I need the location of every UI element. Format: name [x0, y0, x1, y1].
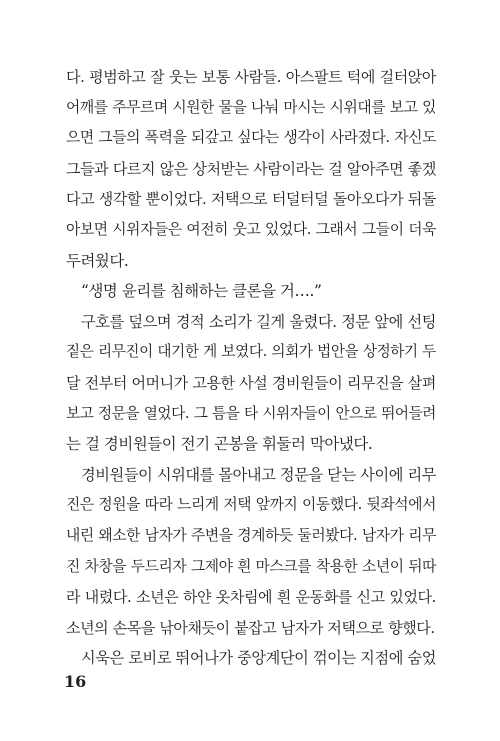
text-line: 소년의 손목을 낚아채듯이 붙잡고 남자가 저택으로 향했다. [66, 618, 435, 637]
text-line: 달 전부터 어머니가 고용한 사설 경비원들이 리무진을 살펴 [66, 373, 436, 392]
text-line: 두려웠다. [66, 251, 129, 270]
text-line: 아보면 시위자들은 여전히 웃고 있었다. 그래서 그들이 더욱 [66, 220, 436, 238]
text-line: 그들과 다르지 않은 상처받는 사람이라는 걸 알아주면 좋겠 [66, 159, 436, 178]
body-text [66, 62, 436, 674]
text-line: 짙은 리무진이 대기한 게 보였다. 의회가 법안을 상정하기 두 [66, 343, 436, 361]
text-line: 진 차창을 두드리자 그제야 흰 마스크를 착용한 소년이 뒤따 [66, 557, 436, 575]
text-line: 보고 정문을 열었다. 그 틈을 타 시위자들이 안으로 뛰어들려 [66, 404, 436, 422]
paragraph-first-line: 시욱은 로비로 뛰어나가 중앙계단이 꺾이는 지점에 숨었 [81, 649, 436, 668]
text-line: 어깨를 주무르며 시원한 물을 나눠 마시는 시위대를 보고 있 [66, 98, 436, 116]
dialogue-line: “생명 윤리를 침해하는 클론을 거….” [81, 282, 322, 301]
paragraph-first-line: 구호를 덮으며 경적 소리가 길게 울렸다. 정문 앞에 선팅 [81, 312, 436, 331]
text-line: 으면 그들의 폭력을 되갚고 싶다는 생각이 사라졌다. 자신도 [66, 129, 436, 147]
text-line: 는 걸 경비원들이 전기 곤봉을 휘둘러 막아냈다. [66, 435, 373, 454]
paragraph-first-line: 경비원들이 시위대를 몰아내고 정문을 닫는 사이에 리무 [81, 465, 436, 484]
page-number: 16 [64, 672, 87, 691]
text-line: 다고 생각할 뿐이었다. 저택으로 터덜터덜 돌아오다가 뒤돌 [66, 190, 436, 209]
text-line: 다. 평범하고 잘 웃는 보통 사람들. 아스팔트 턱에 걸터앉아 [66, 68, 436, 86]
text-line: 라 내렸다. 소년은 하얀 옷차림에 흰 운동화를 신고 있었다. [66, 588, 436, 607]
text-line: 내린 왜소한 남자가 주변을 경계하듯 둘러봤다. 남자가 리무 [66, 526, 436, 544]
text-line: 진은 정원을 따라 느리게 저택 앞까지 이동했다. 뒷좌석에서 [66, 496, 436, 514]
